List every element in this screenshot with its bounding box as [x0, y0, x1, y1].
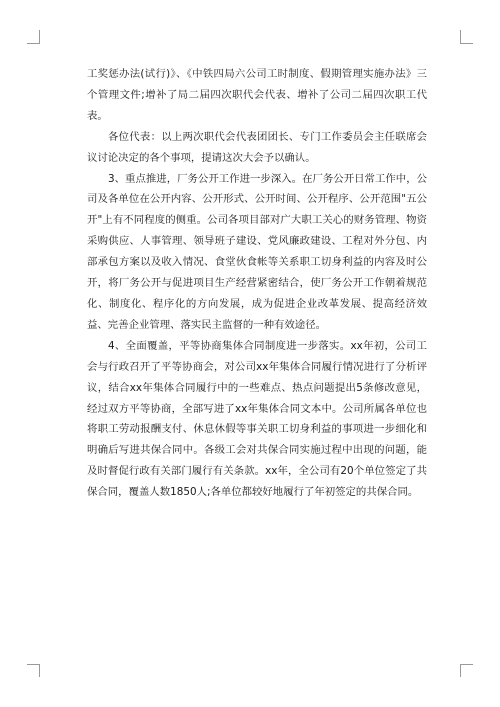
- crop-mark-top-right-vertical: [460, 30, 461, 43]
- paragraph-1: 工奖惩办法(试行)》、《中铁四局六公司工时制度、假期管理实施办法》三个管理文件;增补了局二届四次职代会代表、增补了公司二届四次职工代表。: [87, 68, 427, 122]
- paragraph-3: 3、重点推进，厂务公开工作进一步深入。在厂务公开日常工作中，公司及各单位在公开内容、公开形式、公开时间、公开程序、公开范围"五公开"上有不同程度的侧重。公司各项目部对广大职工关心的财务管理、物资采购供应、人事管理、领导班子建设、党风廉政建设、工程对外分包、内部承包方案以及收入情况、食堂伙食帐等关系职工切身利益的内容及时公开，将厂务公开与促进项目生产经营紧密结合，使厂务公开工作朝着规范化、制度化、程序化的方向发展，成为促进企业改革发展、提高经济效益、完善企业管理、落实民主监督的一种有效途径。: [87, 172, 427, 331]
- crop-mark-bottom-left-horizontal: [27, 664, 40, 665]
- crop-mark-bottom-right-horizontal: [460, 664, 473, 665]
- crop-mark-bottom-left-vertical: [39, 664, 40, 677]
- crop-mark-top-left-vertical: [39, 30, 40, 43]
- crop-mark-bottom-right-vertical: [460, 664, 461, 677]
- document-body: [87, 64, 427, 503]
- paragraph-2: 各位代表：以上两次职代会代表团团长、专门工作委员会主任联席会议讨论决定的各个事项，提请这次大会予以确认。: [87, 130, 427, 164]
- paragraph-4: 4、全面覆盖，平等协商集体合同制度进一步落实。xx年初，公司工会与行政召开了平等协商会，对公司xx年集体合同履行情况进行了分析评议，结合xx年集体合同履行中的一些难点、热点问题提出5条修改意见，经过双方平等协商，全部写进了xx年集体合同文本中。公司所属各单位也将职工劳动报酬支付、休息休假等事关职工切身利益的事项进一步细化和明确后写进共保合同中。各级工会对共保合同实施过程中出现的问题，能及时督促行政有关部门履行有关条款。xx年，全公司有20个单位签定了共保合同，覆盖人数1850人;各单位都较好地履行了年初签定的共保合同。: [87, 339, 427, 499]
- crop-mark-top-left-horizontal: [27, 43, 40, 44]
- crop-mark-top-right-horizontal: [460, 43, 473, 44]
